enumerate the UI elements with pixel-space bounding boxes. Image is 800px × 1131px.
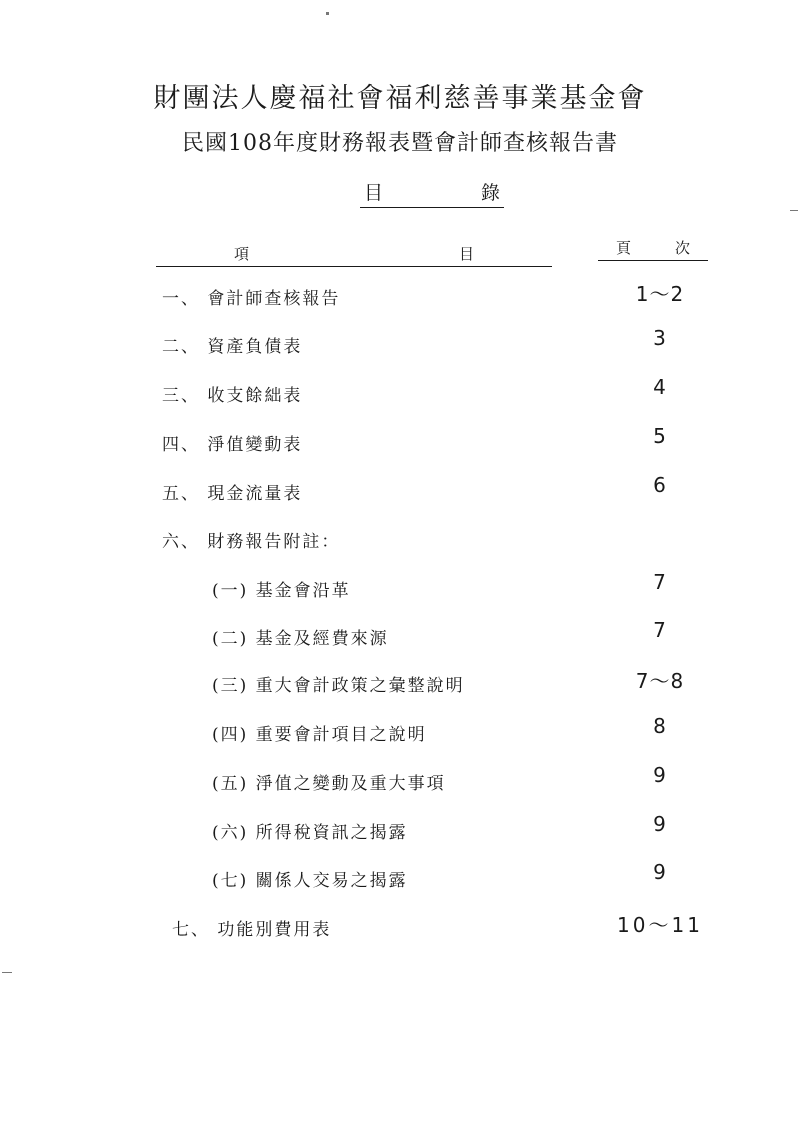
toc-entry: [0, 618, 800, 652]
toc-entry-label: 二、 資產負債表: [162, 337, 303, 357]
toc-entry-page: 7～8: [635, 669, 685, 693]
toc-entry-label: 三、 收支餘絀表: [162, 386, 303, 406]
page-header-right: 次: [674, 239, 690, 257]
toc-entry-page: 9: [653, 763, 667, 787]
item-column-header: [156, 243, 552, 267]
report-title: 民國108年度財務報表暨會計師查核報告書: [182, 131, 618, 156]
toc-entry: [0, 326, 800, 360]
toc-entry-page: 5: [653, 424, 667, 448]
toc-entry-label: 七、 功能別費用表: [172, 920, 332, 940]
toc-heading-right: 錄: [480, 182, 500, 204]
toc-entry: [0, 473, 800, 507]
toc-entry-label: (六) 所得稅資訊之揭露: [212, 823, 408, 843]
toc-entry-page: 7: [653, 570, 667, 594]
toc-entry-label: 五、 現金流量表: [162, 484, 303, 504]
toc-entry-page: 6: [653, 473, 667, 497]
toc-entry-page: 3: [653, 326, 667, 350]
toc-entry: [0, 424, 800, 458]
toc-entry-page: 9: [653, 812, 667, 836]
toc-entry-page: 9: [653, 860, 667, 884]
scan-speck: [2, 972, 12, 973]
toc-entry-label: (四) 重要會計項目之說明: [212, 725, 427, 745]
item-header-right: 目: [458, 245, 474, 263]
toc-heading-left: 目: [364, 182, 384, 204]
toc-entry-page: 1～2: [635, 282, 685, 306]
toc-entry-label: 四、 淨值變動表: [162, 435, 303, 455]
toc-entry-page: 8: [653, 714, 667, 738]
toc-entry-label: (七) 關係人交易之揭露: [212, 871, 408, 891]
toc-entry-label: (三) 重大會計政策之彙整說明: [212, 676, 465, 696]
item-header-left: 項: [234, 245, 250, 263]
toc-entry: [0, 812, 800, 846]
toc-entry: [0, 375, 800, 409]
toc-entry-label: (五) 淨值之變動及重大事項: [212, 774, 446, 794]
toc-entry-page: 7: [653, 618, 667, 642]
toc-entry-page: 10～11: [617, 913, 703, 937]
scan-speck: [326, 12, 329, 15]
table-of-contents-heading: [360, 178, 504, 208]
toc-entry: [0, 284, 800, 312]
toc-entry-label: 一、 會計師查核報告: [162, 289, 341, 309]
toc-entry-label: (一) 基金會沿革: [212, 581, 351, 601]
toc-entry-label: (二) 基金及經費來源: [212, 629, 389, 649]
toc-entry-page: 4: [653, 375, 667, 399]
toc-entry: [0, 915, 800, 943]
scan-speck: [790, 210, 798, 211]
page-header-left: 頁: [616, 239, 632, 257]
toc-entry: [0, 570, 800, 604]
toc-entry: [0, 763, 800, 797]
toc-entry: [0, 527, 800, 555]
toc-entry: [0, 860, 800, 894]
toc-entry: [0, 714, 800, 748]
page-column-header: [598, 237, 708, 261]
organization-title: 財團法人慶福社會福利慈善事業基金會: [153, 83, 647, 114]
toc-entry-label: 六、 財務報告附註：: [162, 532, 341, 552]
toc-entry: [0, 671, 800, 699]
